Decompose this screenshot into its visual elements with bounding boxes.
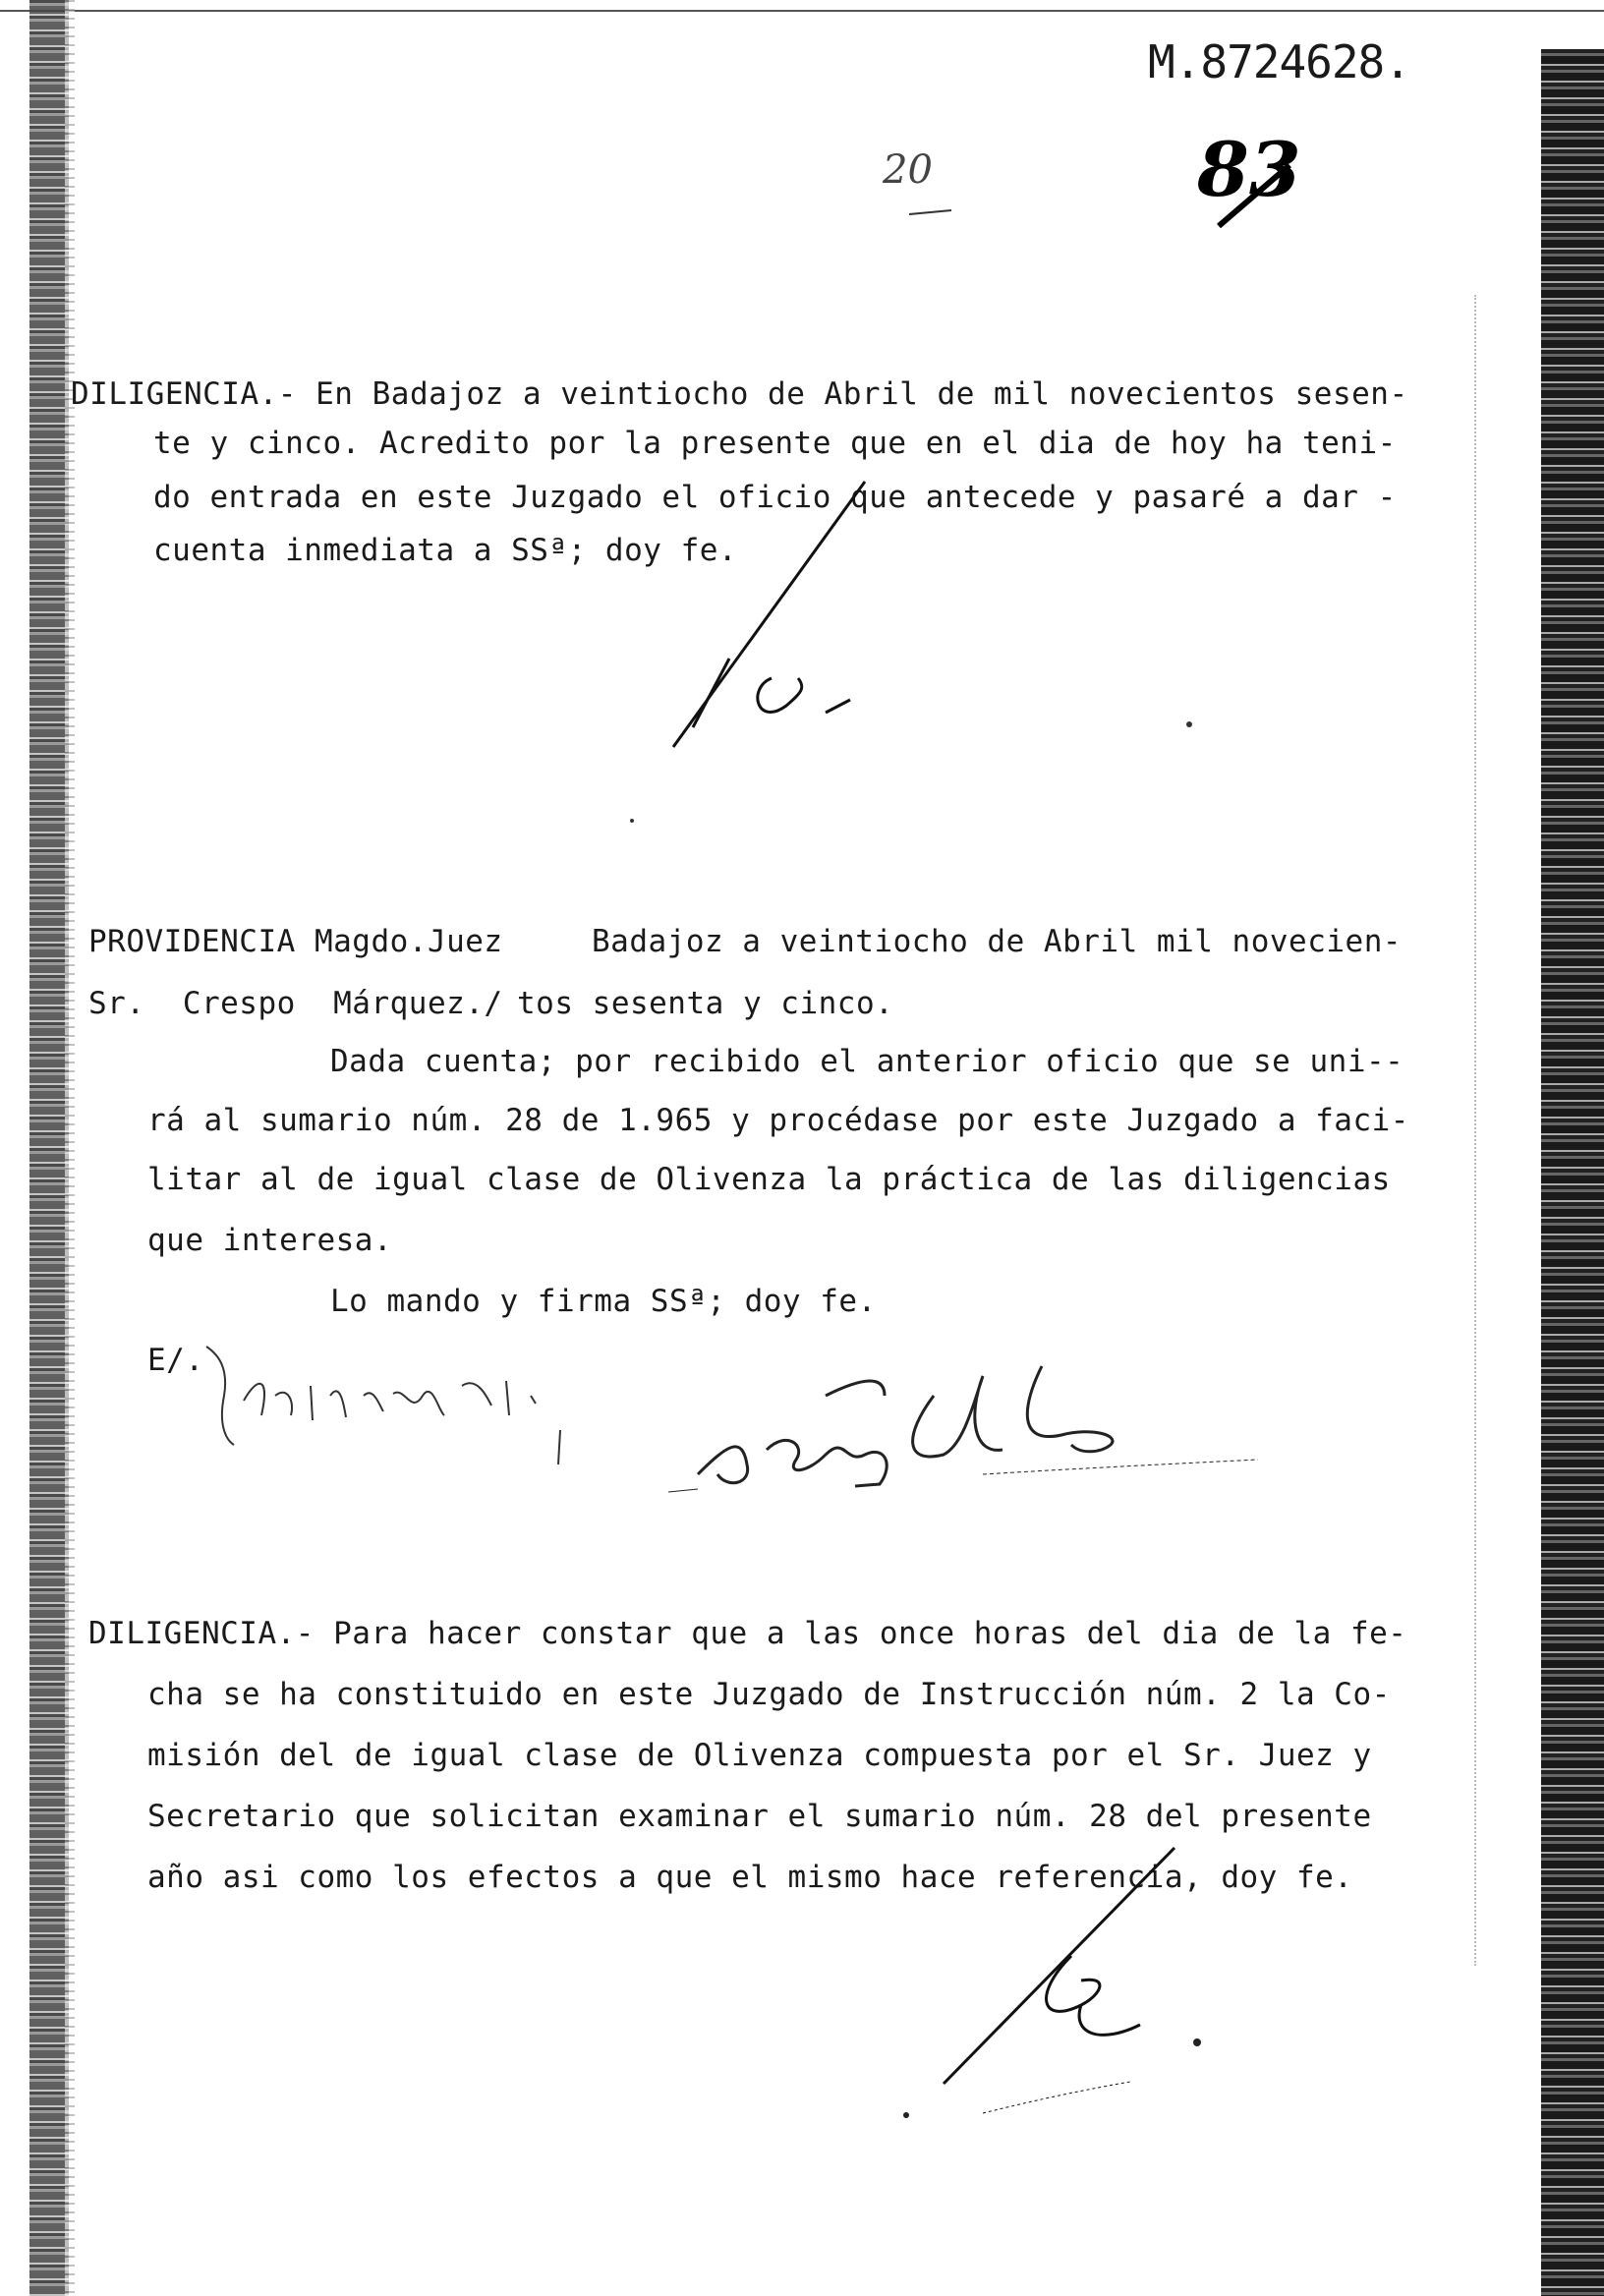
page-number-slash <box>1219 165 1289 226</box>
stray-mark <box>630 819 634 823</box>
signature-secretary <box>668 1366 1258 1492</box>
providencia-closing: Lo mando y firma SSª; doy fe. <box>330 1284 877 1319</box>
providencia-date-line-1: Badajoz a veintiocho de Abril mil novecien- <box>592 924 1403 959</box>
signature-prefix: E/. <box>147 1343 204 1378</box>
providencia-judge-name: Sr. Crespo Márquez./ <box>88 986 503 1021</box>
diligencia-1-line-2: te y cinco. Acredito por la presente que en el dia de hoy ha teni- <box>153 426 1397 461</box>
diligencia-2-line-1: DILIGENCIA.- Para hacer constar que a las once horas del dia de la fe- <box>88 1616 1407 1651</box>
diligencia-2-line-2: cha se ha constituido en este Juzgado de Instrucción núm. 2 la Co- <box>147 1677 1391 1712</box>
stray-mark <box>903 2112 909 2118</box>
folio-underline <box>909 210 951 214</box>
diligencia-2-line-5: año asi como los efectos a que el mismo hace referencia, doy fe. <box>147 1860 1353 1895</box>
diligencia-2-line-4: Secretario que solicitan examinar el sumario núm. 28 del presente <box>147 1799 1372 1834</box>
handwritten-folio: 20 <box>883 147 933 193</box>
diligencia-1-line-4: cuenta inmediata a SSª; doy fe. <box>153 533 738 568</box>
providencia-body-line-3: litar al de igual clase de Olivenza la práctica de las diligencias <box>147 1162 1391 1197</box>
providencia-body-line-4: que interesa. <box>147 1223 393 1258</box>
stamp-number: M.8724628. <box>1148 35 1410 88</box>
diligencia-1-line-3: do entrada en este Juzgado el oficio que antecede y pasaré a dar - <box>153 480 1397 515</box>
stray-mark <box>1186 721 1192 727</box>
diligencia-2-line-3: misión del de igual clase de Olivenza compuesta por el Sr. Juez y <box>147 1738 1372 1773</box>
signature-1 <box>673 482 865 747</box>
signature-3 <box>944 1848 1174 2113</box>
diligencia-1-line-1: DILIGENCIA.- En Badajoz a veintiocho de Abril de mil novecientos sesen- <box>71 376 1408 412</box>
providencia-heading: PROVIDENCIA Magdo.Juez <box>88 924 503 959</box>
providencia-body-line-1: Dada cuenta; por recibido el anterior oficio que se uni-- <box>330 1044 1404 1079</box>
signature-judge <box>206 1347 560 1464</box>
handwritten-page-number: 83 <box>1197 126 1301 213</box>
providencia-date-line-2: tos sesenta y cinco. <box>517 986 894 1021</box>
providencia-body-line-2: rá al sumario núm. 28 de 1.965 y procédase por este Juzgado a faci- <box>147 1103 1409 1138</box>
stray-mark <box>1193 2038 1201 2046</box>
